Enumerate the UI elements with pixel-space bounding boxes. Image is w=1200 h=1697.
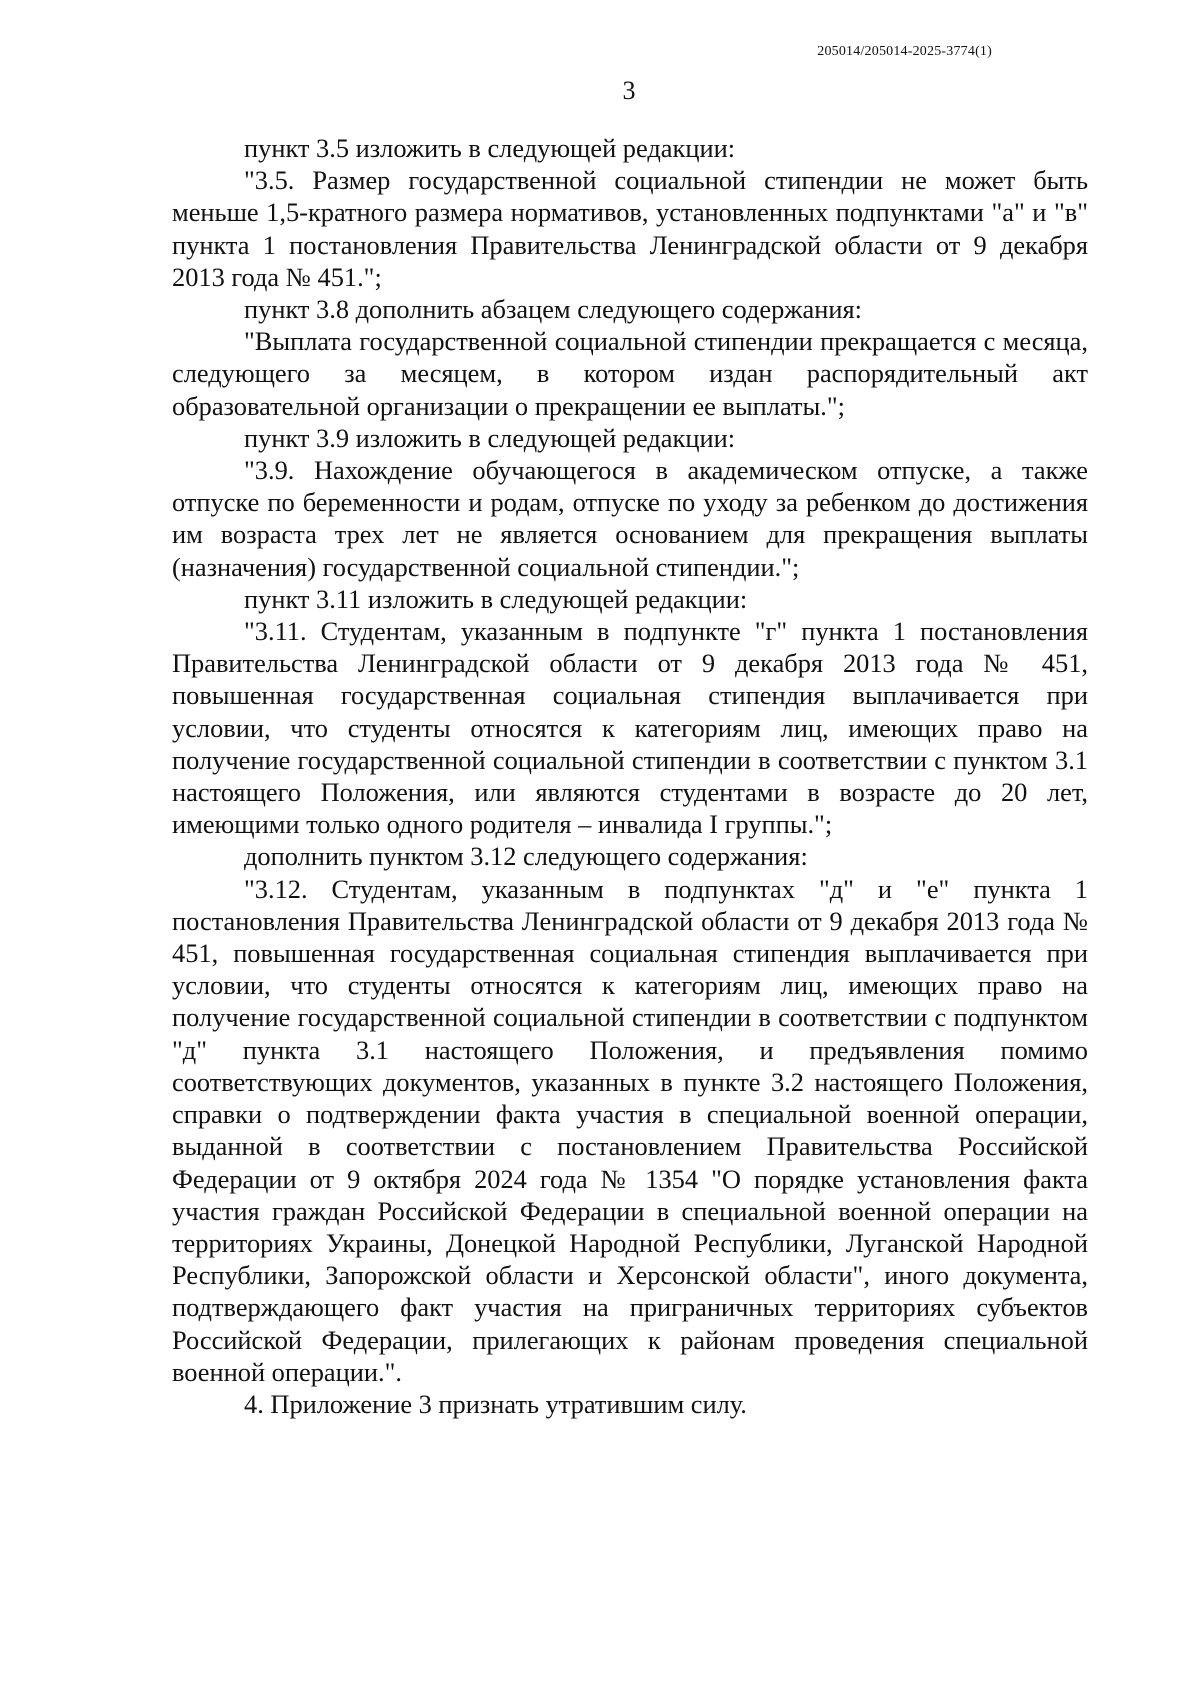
paragraph-text-3-8: "Выплата государственной социальной стипендии прекращается с месяца, следующего за месяцем, в котором издан распорядительный акт образовательной организации о прекращении ее выплаты.";: [172, 326, 1088, 421]
document-id: 205014/205014-2025-3774(1): [817, 44, 992, 59]
paragraph-amend-3-8: пункт 3.8 дополнить абзацем следующего содержания:: [244, 294, 862, 325]
document-body: [172, 132, 1088, 1420]
paragraph-amend-3-9: пункт 3.9 изложить в следующей редакции:: [244, 422, 736, 453]
paragraph-amend-3-11: пункт 3.11 изложить в следующей редакции:: [244, 583, 748, 614]
paragraph-amend-3-5: пункт 3.5 изложить в следующей редакции:: [244, 133, 736, 163]
paragraph-text-3-11: "3.11. Студентам, указанным в подпункте "г" пункта 1 постановления Правительства Ленинградской области от 9 декабря 2013 года № 451, повышенная государственная социальная стипендия выплачивается при условии, что студенты относятся к категориям лиц, имеющих право на получение государственной социальной стипендии в соответствии с пунктом 3.1 настоящего Положения, или являются студентами в возрасте до 20 лет, имеющими только одного родителя – инвалида I группы.";: [172, 616, 1088, 840]
paragraph-item-4: 4. Приложение 3 признать утратившим силу.: [244, 1388, 747, 1419]
paragraph-text-3-5: "3.5. Размер государственной социальной стипендии не может быть меньше 1,5-кратного размера нормативов, установленных подпунктами "а" и "в" пункта 1 постановления Правительства Ленинградской области от 9 декабря 2013 года № 451.";: [172, 165, 1088, 292]
paragraph-amend-3-12: дополнить пунктом 3.12 следующего содержания:: [244, 841, 808, 872]
page-number: 3: [622, 76, 636, 105]
paragraph-text-3-12: "3.12. Студентам, указанным в подпунктах "д" и "е" пункта 1 постановления Правительства Ленинградской области от 9 декабря 2013 года № 451, повышенная государственная социальная стипендия выплачивается при условии, что студенты относятся к категориям лиц, имеющих право на получение государственной социальной стипендии в соответствии с подпунктом "д" пункта 3.1 настоящего Положения, и предъявления помимо соответствующих документов, указанных в пункте 3.2 настоящего Положения, справки о подтверждении факта участия в специальной военной операции, выданной в соответствии с постановлением Правительства Российской Федерации от 9 октября 2024 года № 1354 "О порядке установления факта участия граждан Российской Федерации в специальной военной операции на территориях Украины, Донецкой Народной Республики, Луганской Народной Республики, Запорожской области и Херсонской области", иного документа, подтверждающего факт участия на приграничных территориях субъектов Российской Федерации, прилегающих к районам проведения специальной военной операции.".: [172, 873, 1088, 1387]
paragraph-text-3-9: "3.9. Нахождение обучающегося в академическом отпуске, а также отпуске по беременности и родам, отпуске по уходу за ребенком до достижения им возраста трех лет не является основанием для прекращения выплаты (назначения) государственной социальной стипендии.";: [172, 455, 1088, 582]
